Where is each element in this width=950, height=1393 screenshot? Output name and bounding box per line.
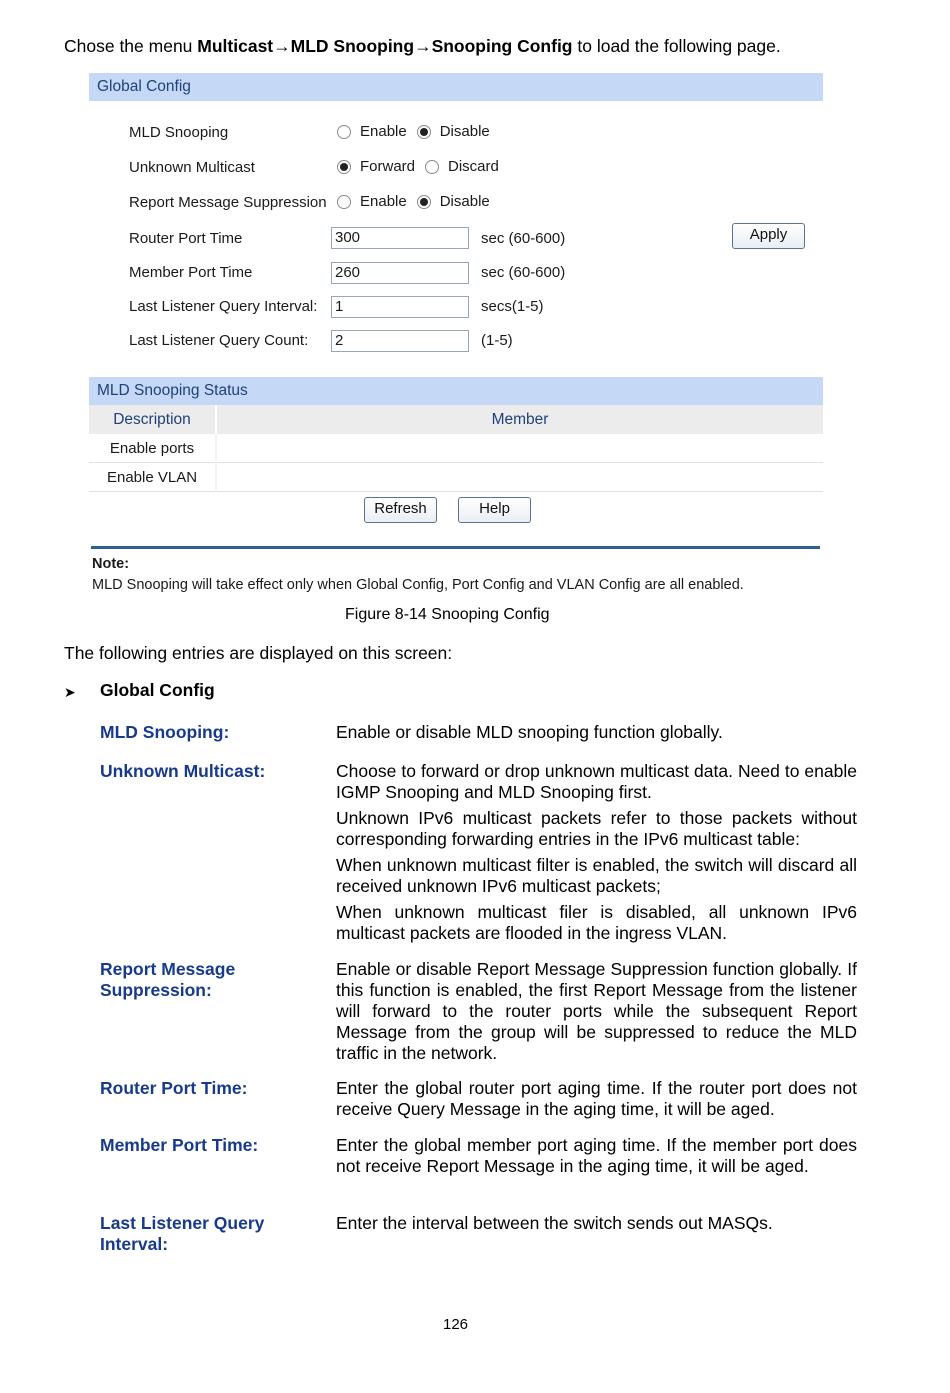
term-last-listener-query-interval: Last Listener Query Interval: <box>100 1213 265 1254</box>
report-suppression-enable-radio[interactable] <box>337 195 351 209</box>
report-suppression-radio-group <box>337 193 500 210</box>
term-report-message-suppression: Report Message Suppression: <box>100 959 236 1000</box>
refresh-button[interactable]: Refresh <box>364 497 437 523</box>
desc-paragraph: Enable or disable MLD snooping function globally. <box>336 722 723 742</box>
row-member <box>216 463 823 492</box>
desc-last-listener-query-interval <box>336 1213 857 1239</box>
radio-label: Disable <box>439 193 490 210</box>
row-description: Enable ports <box>89 434 216 463</box>
unknown-multicast-label: Unknown Multicast <box>129 159 255 176</box>
global-config-header: Global Config <box>89 73 823 101</box>
status-table <box>89 405 823 492</box>
mld-snooping-status-header: MLD Snooping Status <box>89 377 823 405</box>
term-router-port-time: Router Port Time: <box>100 1078 248 1098</box>
router-port-time-input[interactable]: 300 <box>331 227 469 249</box>
desc-paragraph: When unknown multicast filter is enabled, the switch will discard all received unknown IPv6 multicast packets; <box>336 855 857 896</box>
desc-paragraph: Enter the global member port aging time. If the member port does not receive Report Message in the aging time, it will be aged. <box>336 1135 857 1176</box>
desc-member-port-time <box>336 1135 857 1182</box>
radio-label: Disable <box>439 123 490 140</box>
column-header-description: Description <box>89 405 216 434</box>
last-listener-count-input[interactable]: 2 <box>331 330 469 352</box>
desc-paragraph: Enable or disable Report Message Suppression function globally. If this function is enabled, the first Report Message from the listener will forward to the router ports while the subsequent Report Message from the group will be suppressed to reduce the MLD traffic in the network. <box>336 959 857 1063</box>
section-heading: Global Config <box>100 680 215 700</box>
note-divider <box>91 546 820 549</box>
term-member-port-time: Member Port Time: <box>100 1135 259 1155</box>
table-row <box>89 434 823 463</box>
radio-label: Forward <box>360 158 416 175</box>
unknown-multicast-discard-radio[interactable] <box>425 160 439 174</box>
member-port-time-label: Member Port Time <box>129 264 253 281</box>
mld-snooping-label: MLD Snooping <box>129 124 229 141</box>
note-text: MLD Snooping will take effect only when Global Config, Port Config and VLAN Config are all enabled. <box>92 577 744 593</box>
term-mld-snooping: MLD Snooping: <box>100 722 230 742</box>
desc-paragraph: Enter the interval between the switch sends out MASQs. <box>336 1213 773 1233</box>
desc-report-message-suppression <box>336 959 857 1069</box>
report-suppression-label: Report Message Suppression <box>129 194 327 211</box>
last-listener-interval-unit: secs(1-5) <box>481 298 544 315</box>
last-listener-interval-input[interactable]: 1 <box>331 296 469 318</box>
last-listener-count-unit: (1-5) <box>481 332 513 349</box>
member-port-time-input[interactable]: 260 <box>331 262 469 284</box>
mld-snooping-radio-group <box>337 123 500 140</box>
last-listener-count-label: Last Listener Query Count: <box>129 332 309 349</box>
note-title: Note: <box>92 556 130 572</box>
intro-prefix: Chose the menu <box>64 36 198 56</box>
entries-intro: The following entries are displayed on this screen: <box>64 643 453 663</box>
apply-button[interactable]: Apply <box>732 223 805 249</box>
intro-sentence <box>64 36 781 57</box>
row-member <box>216 434 823 463</box>
desc-paragraph: When unknown multicast filer is disabled, all unknown IPv6 multicast packets are flooded in the ingress VLAN. <box>336 902 857 943</box>
radio-label: Enable <box>360 193 407 210</box>
router-port-time-unit: sec (60-600) <box>481 230 566 247</box>
unknown-multicast-radio-group <box>337 158 509 175</box>
desc-paragraph: Enter the global router port aging time. If the router port does not receive Query Message in the aging time, it will be aged. <box>336 1078 857 1119</box>
desc-paragraph: Choose to forward or drop unknown multicast data. Need to enable IGMP Snooping and MLD Snooping first. <box>336 761 857 802</box>
radio-label: Discard <box>448 158 499 175</box>
bullet-arrow-icon: ➤ <box>64 684 76 700</box>
row-description: Enable VLAN <box>89 463 216 492</box>
desc-unknown-multicast <box>336 761 857 949</box>
figure-caption: Figure 8-14 Snooping Config <box>345 606 550 623</box>
column-header-member: Member <box>216 405 823 434</box>
desc-mld-snooping <box>336 722 857 748</box>
member-port-time-unit: sec (60-600) <box>481 264 566 281</box>
mld-snooping-disable-radio[interactable] <box>417 125 431 139</box>
router-port-time-label: Router Port Time <box>129 230 243 247</box>
mld-snooping-enable-radio[interactable] <box>337 125 351 139</box>
page-number: 126 <box>443 1316 469 1333</box>
radio-label: Enable <box>360 123 407 140</box>
report-suppression-disable-radio[interactable] <box>417 195 431 209</box>
desc-paragraph: Unknown IPv6 multicast packets refer to those packets without corresponding forwarding entries in the IPv6 multicast table: <box>336 808 857 849</box>
table-row <box>89 463 823 492</box>
desc-router-port-time <box>336 1078 857 1125</box>
term-unknown-multicast: Unknown Multicast: <box>100 761 266 781</box>
menu-path: Multicast→MLD Snooping→Snooping Config <box>197 36 573 56</box>
intro-suffix: to load the following page. <box>572 36 781 56</box>
last-listener-interval-label: Last Listener Query Interval: <box>129 298 318 315</box>
help-button[interactable]: Help <box>458 497 531 523</box>
unknown-multicast-forward-radio[interactable] <box>337 160 351 174</box>
status-table-header <box>89 405 823 434</box>
